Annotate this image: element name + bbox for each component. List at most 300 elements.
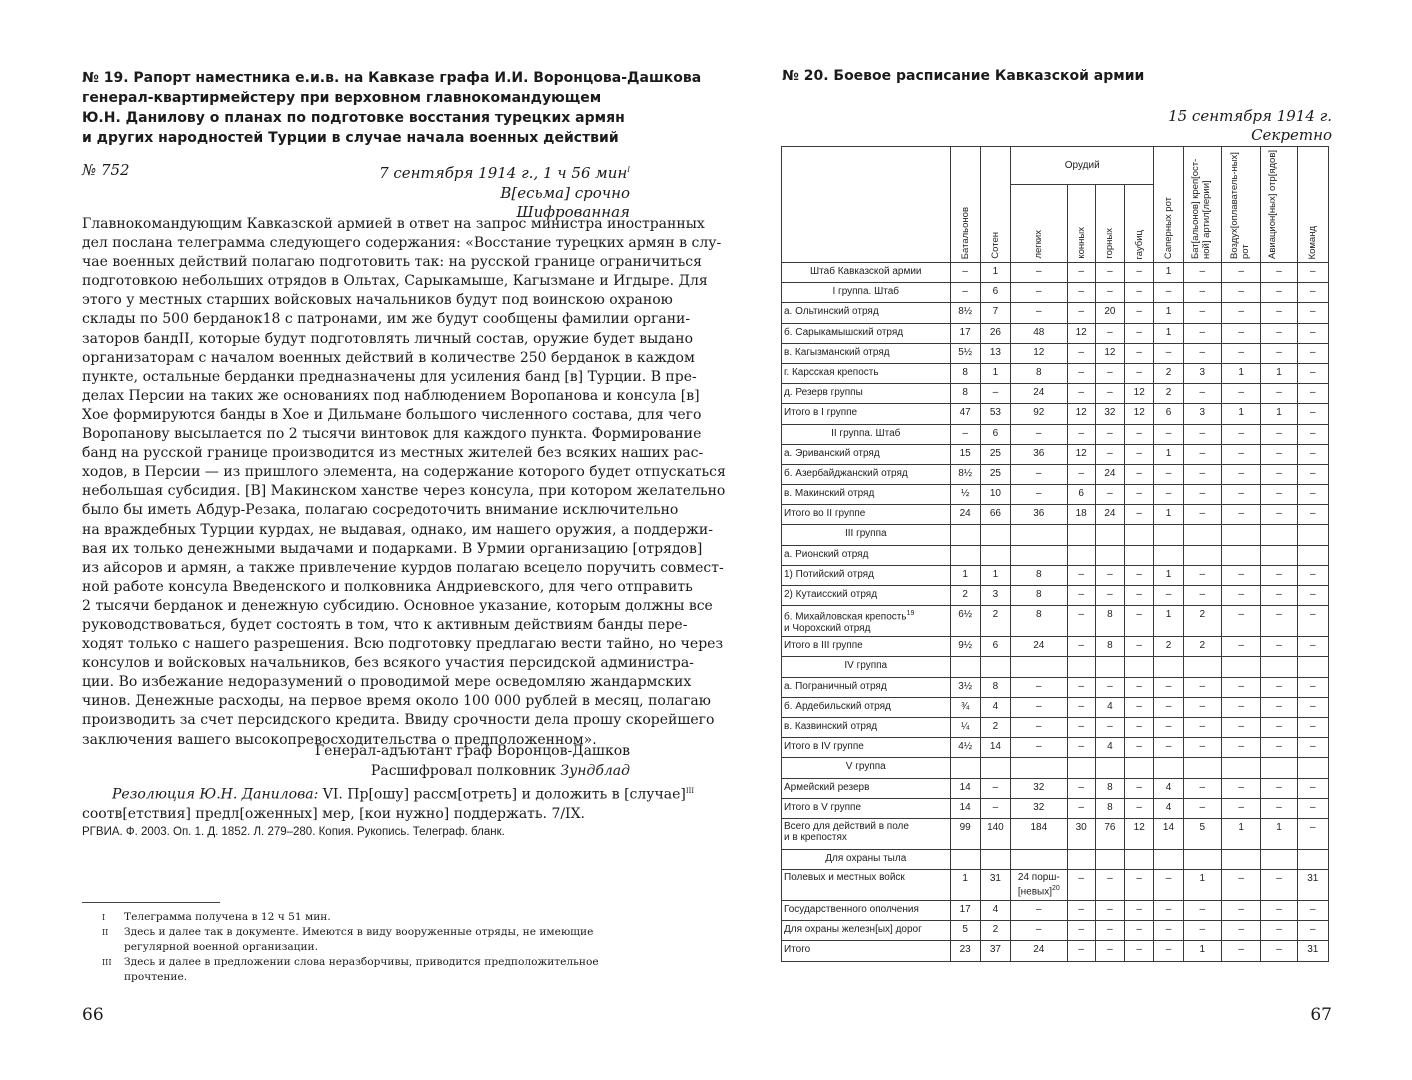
- table-cell: 20: [1095, 303, 1124, 323]
- table-row: [782, 849, 1329, 869]
- table-cell: –: [1297, 565, 1328, 585]
- table-cell: –: [1221, 424, 1260, 444]
- table-cell: [1221, 545, 1260, 565]
- table-row: [782, 283, 1329, 303]
- header-howitzers: гаубиц: [1125, 184, 1154, 262]
- table-cell: –: [1154, 697, 1183, 717]
- table-cell: 1: [1154, 505, 1183, 525]
- table-cell: 32: [1095, 404, 1124, 424]
- table-cell: –: [1183, 738, 1221, 758]
- table-cell: 8: [950, 363, 980, 383]
- table-cell: [980, 657, 1010, 677]
- table-cell: –: [1183, 717, 1221, 737]
- footnote-mark: II: [102, 928, 109, 937]
- table-cell: 24: [950, 505, 980, 525]
- table-cell: [1125, 545, 1154, 565]
- table-cell: –: [1154, 717, 1183, 737]
- header-guns: Орудий: [1011, 147, 1154, 185]
- table-cell: –: [1297, 404, 1328, 424]
- table-cell: 12: [1125, 818, 1154, 849]
- table-cell: –: [1221, 677, 1260, 697]
- table-cell: 12: [1011, 343, 1068, 363]
- table-cell: 8: [1011, 606, 1068, 637]
- table-row: [782, 464, 1329, 484]
- table-cell: 23: [950, 941, 980, 961]
- table-row: [782, 657, 1329, 677]
- header-commands: Команд: [1297, 147, 1328, 263]
- table-row: [782, 717, 1329, 737]
- table-cell: 4: [1095, 738, 1124, 758]
- table-cell: [1221, 758, 1260, 778]
- document-19-title: [82, 68, 702, 148]
- table-cell: [980, 525, 1010, 545]
- table-cell: [1261, 657, 1297, 677]
- table-cell: 4: [1154, 778, 1183, 798]
- table-cell: –: [1297, 384, 1328, 404]
- document-date: 15 сентября 1914 г.: [1168, 107, 1332, 125]
- table-cell: 6½: [950, 606, 980, 637]
- table-cell: –: [1095, 921, 1124, 941]
- resolution: [82, 782, 695, 825]
- table-cell: –: [1221, 798, 1260, 818]
- table-cell: –: [950, 424, 980, 444]
- table-cell: –: [980, 778, 1010, 798]
- table-cell: [1261, 545, 1297, 565]
- table-cell: –: [1154, 464, 1183, 484]
- footnote: [82, 925, 642, 955]
- table-cell: 31: [980, 870, 1010, 901]
- table-cell: –: [1261, 444, 1297, 464]
- table-cell: [1095, 545, 1124, 565]
- row-label: д. Резерв группы: [782, 384, 951, 404]
- table-cell: –: [1067, 778, 1095, 798]
- table-cell: 8: [1095, 606, 1124, 637]
- table-cell: 36: [1011, 444, 1068, 464]
- table-cell: –: [1221, 870, 1260, 901]
- table-cell: –: [1125, 343, 1154, 363]
- row-label: Итого в III группе: [782, 637, 951, 657]
- row-label: Полевых и местных войск: [782, 870, 951, 901]
- table-cell: –: [1125, 870, 1154, 901]
- table-cell: –: [1221, 263, 1260, 283]
- table-cell: –: [1011, 464, 1068, 484]
- table-cell: 30: [1067, 818, 1095, 849]
- table-cell: –: [1067, 586, 1095, 606]
- classification: Секретно: [1251, 126, 1332, 144]
- table-cell: 140: [980, 818, 1010, 849]
- table-cell: –: [1095, 717, 1124, 737]
- row-label: III группа: [782, 525, 951, 545]
- table-cell: 4½: [950, 738, 980, 758]
- table-cell: 12: [1067, 323, 1095, 343]
- table-cell: [1221, 849, 1260, 869]
- table-cell: –: [1125, 586, 1154, 606]
- table-cell: [1067, 657, 1095, 677]
- table-cell: –: [1125, 798, 1154, 818]
- table-cell: 4: [1095, 697, 1124, 717]
- footnote-ref: I: [627, 166, 630, 174]
- table-cell: 1: [1154, 263, 1183, 283]
- row-label: I группа. Штаб: [782, 283, 951, 303]
- table-cell: 37: [980, 941, 1010, 961]
- table-cell: [1011, 758, 1068, 778]
- table-row: [782, 778, 1329, 798]
- row-label: 2) Кутаисский отряд: [782, 586, 951, 606]
- table-cell: [950, 849, 980, 869]
- body-line: склады по 500 берданок18 с патронами, им же будут сообщены фамилии органи-: [82, 311, 691, 328]
- table-cell: ½: [950, 485, 980, 505]
- decrypted-name: Зундблад: [560, 762, 630, 779]
- table-cell: [1261, 849, 1297, 869]
- footnote: [82, 910, 642, 925]
- header-fortress-artillery: Бат[альонов] креп[ост-ной] артил[лерии]: [1183, 147, 1221, 263]
- table-cell: –: [1297, 901, 1328, 921]
- body-line: 2 тысячи берданок и денежную субсидию. Основное указание, которым должны все: [82, 597, 713, 614]
- table-cell: –: [1067, 798, 1095, 818]
- table-cell: [1183, 657, 1221, 677]
- table-cell: –: [1183, 444, 1221, 464]
- table-cell: 12: [1095, 343, 1124, 363]
- row-label: а. Эриванский отряд: [782, 444, 951, 464]
- table-cell: –: [1125, 677, 1154, 697]
- table-cell: 12: [1125, 384, 1154, 404]
- table-cell: [1261, 525, 1297, 545]
- table-cell: 9½: [950, 637, 980, 657]
- row-label: б. Азербайджанский отряд: [782, 464, 951, 484]
- table-cell: 2: [1183, 606, 1221, 637]
- table-cell: –: [1154, 485, 1183, 505]
- table-cell: –: [1095, 444, 1124, 464]
- table-cell: [1011, 545, 1068, 565]
- body-line: этого у местных старших войсковых начальников будут под воинскою охраною: [82, 292, 673, 309]
- table-cell: –: [1095, 263, 1124, 283]
- body-line: ходов, в Персии — из пришлого элемента, на содержание которого будет отпускаться: [82, 464, 726, 481]
- table-cell: –: [1221, 464, 1260, 484]
- table-cell: [1125, 657, 1154, 677]
- table-cell: –: [1221, 637, 1260, 657]
- table-cell: 4: [1154, 798, 1183, 818]
- table-cell: 32: [1011, 798, 1068, 818]
- date-block: [1168, 107, 1332, 145]
- table-cell: 2: [1154, 637, 1183, 657]
- row-label: а. Пограничный отряд: [782, 677, 951, 697]
- table-cell: –: [1067, 303, 1095, 323]
- table-cell: –: [1125, 485, 1154, 505]
- table-cell: –: [1183, 384, 1221, 404]
- table-cell: 3: [980, 586, 1010, 606]
- table-cell: –: [1261, 677, 1297, 697]
- table-cell: 2: [980, 717, 1010, 737]
- table-cell: 31: [1297, 870, 1328, 901]
- table-cell: 15: [950, 444, 980, 464]
- table-row: [782, 758, 1329, 778]
- table-cell: –: [1095, 870, 1124, 901]
- row-label: Армейский резерв: [782, 778, 951, 798]
- table-cell: 8: [1011, 363, 1068, 383]
- table-cell: –: [1183, 798, 1221, 818]
- table-cell: –: [1261, 778, 1297, 798]
- table-cell: –: [1095, 565, 1124, 585]
- table-cell: –: [1297, 303, 1328, 323]
- row-label: Штаб Кавказской армии: [782, 263, 951, 283]
- table-cell: –: [1183, 343, 1221, 363]
- table-cell: –: [1011, 303, 1068, 323]
- table-cell: –: [1183, 323, 1221, 343]
- header-name-column: [782, 147, 951, 263]
- table-cell: –: [1261, 921, 1297, 941]
- decrypted-by: Расшифровал полковник: [370, 762, 561, 779]
- table-cell: –: [1125, 606, 1154, 637]
- table-row: [782, 586, 1329, 606]
- table-cell: –: [1297, 798, 1328, 818]
- table-cell: 1: [980, 363, 1010, 383]
- row-label: 1) Потийский отряд: [782, 565, 951, 585]
- table-cell: –: [1067, 677, 1095, 697]
- table-row: [782, 363, 1329, 383]
- table-cell: –: [1297, 717, 1328, 737]
- header-battalions: Батальонов: [950, 147, 980, 263]
- table-cell: –: [1221, 941, 1260, 961]
- table-cell: –: [1125, 941, 1154, 961]
- table-cell: –: [1125, 323, 1154, 343]
- table-row: [782, 738, 1329, 758]
- body-line: из айсоров и армян, а также привлечение курдов полагаю всецело поручить совмест-: [82, 559, 724, 576]
- table-cell: [1297, 525, 1328, 545]
- signature: Генерал-адъютант граф Воронцов-Дашков: [314, 743, 630, 759]
- table-cell: [1067, 545, 1095, 565]
- table-cell: 36: [1011, 505, 1068, 525]
- table-cell: 1: [950, 870, 980, 901]
- footnotes: [82, 910, 642, 985]
- table-cell: 6: [980, 424, 1010, 444]
- title-line: № 19. Рапорт наместника е.и.в. на Кавказе графа И.И. Воронцова-Дашкова: [82, 70, 702, 86]
- table-cell: 31: [1297, 941, 1328, 961]
- header-aviation: Авиацион[ных] отр[ядов]: [1261, 147, 1297, 263]
- table-cell: –: [1183, 263, 1221, 283]
- table-cell: 8: [1095, 798, 1124, 818]
- body-line: руководствоваться, будет состоять в том, что к активным действиям банды пере-: [82, 616, 688, 633]
- table-row: [782, 941, 1329, 961]
- title-line: и других народностей Турции в случае начала военных действий: [82, 130, 619, 146]
- table-cell: –: [1125, 738, 1154, 758]
- body-line: делах Персии на таких же основаниях под наблюдением Воропанова и консула [в]: [82, 387, 700, 404]
- table-cell: 6: [1067, 485, 1095, 505]
- row-label: Для охраны тыла: [782, 849, 951, 869]
- row-label: а. Рионский отряд: [782, 545, 951, 565]
- body-line: было бы иметь Абдур-Резака, полагаю сосредоточить внимание исключительно: [82, 502, 679, 519]
- table-row: [782, 545, 1329, 565]
- table-cell: 2: [1154, 384, 1183, 404]
- archive-reference: РГВИА. Ф. 2003. Оп. 1. Д. 1852. Л. 279–280. Копия. Рукопись. Телеграф. бланк.: [82, 826, 505, 838]
- body-line: небольшая субсидия. [В] Макинском ханстве через консула, при котором желательно: [82, 483, 726, 500]
- table-cell: 24: [1095, 505, 1124, 525]
- row-label: V группа: [782, 758, 951, 778]
- table-cell: [1183, 525, 1221, 545]
- table-cell: [980, 849, 1010, 869]
- table-cell: [1011, 657, 1068, 677]
- table-row: [782, 798, 1329, 818]
- header-aeronautic: Воздух[оплаватель-ных] рот: [1221, 147, 1260, 263]
- table-row: [782, 565, 1329, 585]
- table-cell: –: [1221, 444, 1260, 464]
- table-cell: –: [1067, 738, 1095, 758]
- table-cell: –: [1067, 901, 1095, 921]
- table-cell: –: [1095, 586, 1124, 606]
- table-cell: –: [1125, 263, 1154, 283]
- footnote-mark: III: [102, 958, 112, 967]
- date-block: [379, 161, 630, 223]
- table-cell: –: [1297, 283, 1328, 303]
- table-cell: –: [1011, 901, 1068, 921]
- table-cell: –: [1154, 424, 1183, 444]
- table-cell: –: [1125, 505, 1154, 525]
- table-cell: –: [1261, 586, 1297, 606]
- table-cell: –: [1261, 303, 1297, 323]
- table-cell: 1: [1154, 606, 1183, 637]
- table-cell: –: [1183, 303, 1221, 323]
- table-cell: [1125, 758, 1154, 778]
- table-row: [782, 901, 1329, 921]
- table-cell: –: [1067, 283, 1095, 303]
- table-cell: 8: [1095, 778, 1124, 798]
- table-row: [782, 505, 1329, 525]
- page-number: 67: [1310, 1005, 1332, 1025]
- row-label: а. Ольтинский отряд: [782, 303, 951, 323]
- table-cell: 24: [1011, 941, 1068, 961]
- table-cell: –: [1125, 283, 1154, 303]
- table-cell: –: [1125, 637, 1154, 657]
- table-cell: –: [1095, 485, 1124, 505]
- table-cell: –: [1297, 444, 1328, 464]
- table-cell: –: [1095, 424, 1124, 444]
- table-cell: [1261, 758, 1297, 778]
- body-line: на враждебных Турции курдах, не выдавая, однако, им нашего оружия, а поддержи-: [82, 521, 713, 538]
- table-cell: –: [980, 798, 1010, 818]
- table-cell: –: [1125, 901, 1154, 921]
- table-cell: 26: [980, 323, 1010, 343]
- table-cell: –: [1011, 738, 1068, 758]
- table-row: [782, 424, 1329, 444]
- resolution-text: VI. Пр[ошу] рассм[отреть] и доложить в [случае]: [318, 786, 686, 803]
- table-cell: –: [1221, 921, 1260, 941]
- title-line: Ю.Н. Данилову о планах по подготовке восстания турецких армян: [82, 110, 625, 126]
- footnote-text: Здесь и далее в предложении слова неразборчивы, приводится предположительное прочтение.: [124, 956, 599, 983]
- table-cell: [1154, 758, 1183, 778]
- table-cell: 14: [950, 778, 980, 798]
- table-cell: –: [1297, 505, 1328, 525]
- table-cell: [1154, 545, 1183, 565]
- table-cell: [1297, 758, 1328, 778]
- table-cell: –: [1154, 343, 1183, 363]
- title-line: генерал-квартирмейстеру при верховном главнокомандующем: [82, 90, 602, 106]
- table-cell: –: [1261, 323, 1297, 343]
- table-cell: –: [1221, 384, 1260, 404]
- table-cell: –: [1067, 263, 1095, 283]
- table-cell: –: [1154, 921, 1183, 941]
- table-cell: 1: [1154, 565, 1183, 585]
- table-cell: –: [1297, 464, 1328, 484]
- table-cell: –: [1221, 505, 1260, 525]
- table-cell: 1: [1183, 870, 1221, 901]
- table-cell: –: [1221, 565, 1260, 585]
- table-cell: [1154, 657, 1183, 677]
- table-cell: –: [1183, 485, 1221, 505]
- row-label: Итого во II группе: [782, 505, 951, 525]
- body-line: дел послана телеграмма следующего содержания: «Восстание турецких армян в слу-: [82, 235, 722, 252]
- row-label: г. Карсская крепость: [782, 363, 951, 383]
- footnote-mark: I: [102, 913, 106, 922]
- table-cell: –: [1154, 677, 1183, 697]
- table-cell: 1: [980, 263, 1010, 283]
- table-row: [782, 921, 1329, 941]
- table-cell: [950, 758, 980, 778]
- table-cell: [980, 758, 1010, 778]
- table-cell: [1067, 758, 1095, 778]
- table-cell: –: [1221, 283, 1260, 303]
- table-cell: –: [1297, 343, 1328, 363]
- table-cell: –: [1154, 870, 1183, 901]
- table-cell: 8: [980, 677, 1010, 697]
- table-cell: 1: [1261, 818, 1297, 849]
- body-line: ходят только с нашего разрешения. Всю подготовку предлагаю вести тайно, но через: [82, 636, 724, 653]
- table-cell: 92: [1011, 404, 1068, 424]
- header-mountain-guns: горных: [1095, 184, 1124, 262]
- table-row: [782, 263, 1329, 283]
- table-cell: –: [1261, 738, 1297, 758]
- table-cell: ¼: [950, 717, 980, 737]
- table-cell: –: [1297, 363, 1328, 383]
- table-cell: 14: [1154, 818, 1183, 849]
- table-cell: –: [1261, 870, 1297, 901]
- body-line: производить за счет персидского кредита. Ввиду срочности дела прошу скорейшего: [82, 712, 715, 729]
- table-cell: –: [1154, 941, 1183, 961]
- table-cell: 48: [1011, 323, 1068, 343]
- body-line: чае военных действий полагаю подготовить так: на русской границе ограничиться: [82, 254, 702, 271]
- table-cell: –: [1067, 464, 1095, 484]
- table-cell: [1095, 758, 1124, 778]
- row-label: в. Казвинский отряд: [782, 717, 951, 737]
- row-label: Государственного ополчения: [782, 901, 951, 921]
- table-cell: –: [1297, 778, 1328, 798]
- table-cell: 24: [1011, 637, 1068, 657]
- table-cell: –: [1261, 717, 1297, 737]
- table-cell: [1067, 525, 1095, 545]
- table-cell: –: [1067, 363, 1095, 383]
- table-cell: –: [1261, 384, 1297, 404]
- table-cell: 8: [1095, 637, 1124, 657]
- table-cell: –: [1125, 363, 1154, 383]
- table-cell: [1221, 657, 1260, 677]
- table-cell: –: [1125, 444, 1154, 464]
- footnote-divider: [82, 902, 220, 903]
- table-cell: 8: [1011, 586, 1068, 606]
- table-cell: –: [1297, 485, 1328, 505]
- table-cell: [1221, 525, 1260, 545]
- document-20-title: № 20. Боевое расписание Кавказской армии: [782, 68, 1145, 84]
- table-cell: 1: [980, 565, 1010, 585]
- table-cell: 6: [980, 283, 1010, 303]
- table-row: [782, 444, 1329, 464]
- table-cell: –: [1221, 485, 1260, 505]
- table-cell: –: [1221, 778, 1260, 798]
- table-cell: [1125, 525, 1154, 545]
- table-cell: –: [1297, 263, 1328, 283]
- table-cell: –: [1125, 717, 1154, 737]
- table-cell: –: [1183, 697, 1221, 717]
- table-cell: 1: [1261, 363, 1297, 383]
- table-cell: [1297, 849, 1328, 869]
- table-cell: 1: [1261, 404, 1297, 424]
